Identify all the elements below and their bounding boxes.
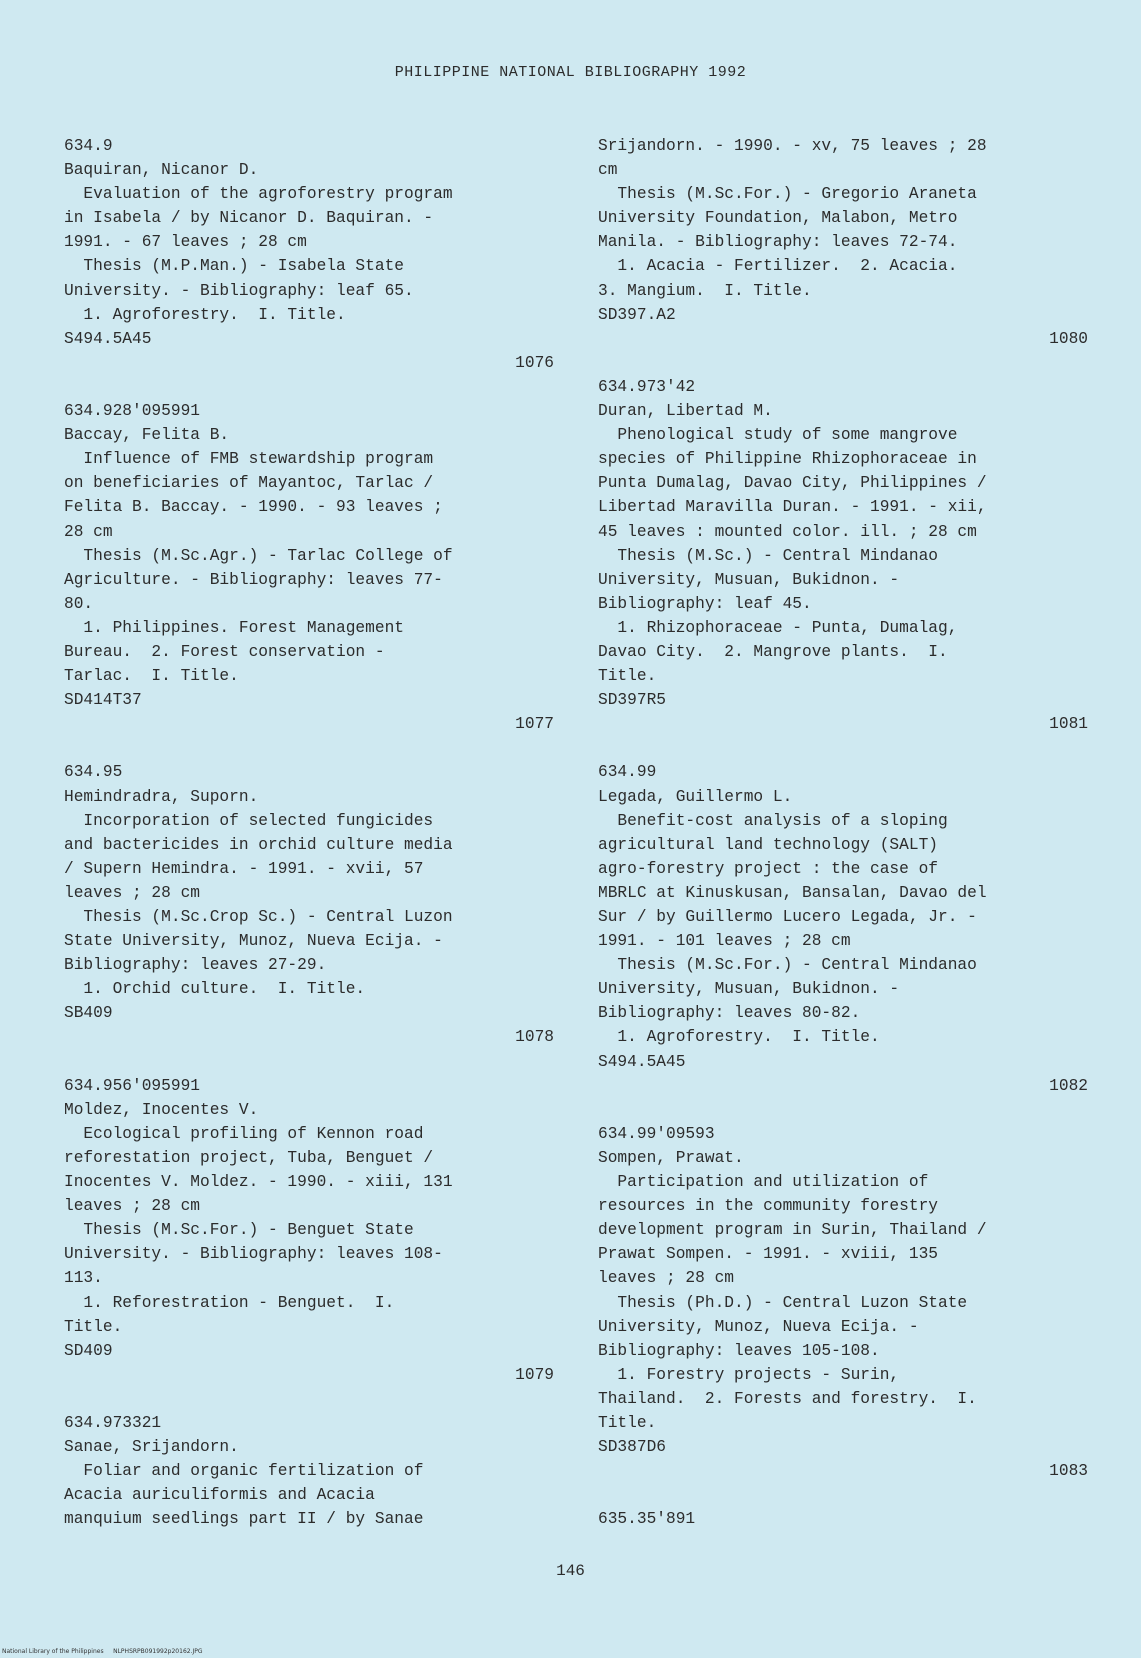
entry-gap: [598, 1483, 1088, 1507]
entry-line: Thesis (M.Sc.For.) - Central Mindanao: [598, 956, 977, 975]
scan-footer: National Library of the Philippines NLPHSRPB091992p20162.JPG: [2, 1648, 203, 1655]
left-column: [64, 134, 554, 1531]
entry-line: Sanae, Srijandorn.: [64, 1438, 239, 1457]
page-header: PHILIPPINE NATIONAL BIBLIOGRAPHY 1992: [394, 64, 747, 81]
entry-line: Davao City. 2. Mangrove plants. I.: [598, 642, 948, 661]
entry-line: 1. Philippines. Forest Management: [64, 618, 404, 637]
entry-line: 1. Agroforestry. I. Title.: [598, 1028, 880, 1047]
entry-line: 1. Reforestration - Benguet. I.: [64, 1293, 395, 1312]
entry-line: Baccay, Felita B.: [64, 426, 230, 445]
entry-line: Evaluation of the agroforestry program: [64, 185, 453, 204]
entry-line: 634.973321: [64, 1413, 162, 1432]
entry-number: 1077: [515, 715, 554, 734]
entry-line: Tarlac. I. Title.: [64, 667, 239, 686]
entry-line: Duran, Libertad M.: [598, 402, 773, 421]
entry-line: SD397R5: [598, 691, 666, 710]
entry-line: 634.956'095991: [64, 1076, 200, 1095]
entry-number: 1079: [515, 1365, 554, 1384]
entry-line: 1991. - 67 leaves ; 28 cm: [64, 233, 307, 252]
entry-line: Foliar and organic fertilization of: [64, 1462, 424, 1481]
entry-line: 28 cm: [64, 522, 113, 541]
entry-line: / Supern Hemindra. - 1991. - xvii, 57: [64, 859, 424, 878]
entry-line: Phenological study of some mangrove: [598, 426, 958, 445]
entry-line: 634.973'42: [598, 377, 696, 396]
entry-line: Thesis (Ph.D.) - Central Luzon State: [598, 1293, 968, 1312]
entry-line: Bibliography: leaf 45.: [598, 594, 812, 613]
entry-line: Thailand. 2. Forests and forestry. I.: [598, 1389, 977, 1408]
page-number: 146: [556, 1562, 585, 1580]
entry-line: leaves ; 28 cm: [64, 1197, 200, 1216]
entry-line: Title.: [64, 1317, 123, 1336]
entry-line: Benefit-cost analysis of a sloping: [598, 811, 948, 830]
entry-gap: [598, 736, 1088, 760]
entry-line: 1. Agroforestry. I. Title.: [64, 305, 346, 324]
entry-line: leaves ; 28 cm: [598, 1269, 734, 1288]
entry-gap: [64, 375, 554, 399]
entry-line: SB409: [64, 1004, 113, 1023]
entry-line: on beneficiaries of Mayantoc, Tarlac /: [64, 474, 434, 493]
entry-line: University, Musuan, Bukidnon. -: [598, 570, 900, 589]
entry-line: 1. Rhizophoraceae - Punta, Dumalag,: [598, 618, 958, 637]
entry-line: Baquiran, Nicanor D.: [64, 161, 259, 180]
entry-gap: [598, 351, 1088, 375]
entry-line: 634.99: [598, 763, 657, 782]
entry-line: 1. Acacia - Fertilizer. 2. Acacia.: [598, 257, 958, 276]
entry-number: 1081: [1049, 715, 1088, 734]
entry-gap: [64, 736, 554, 760]
entry-line: Hemindradra, Suporn.: [64, 787, 259, 806]
entry-line: agro-forestry project : the case of: [598, 859, 938, 878]
entry-line: SD414T37: [64, 691, 142, 710]
entry-line: resources in the community forestry: [598, 1197, 938, 1216]
entry-line: Prawat Sompen. - 1991. - xviii, 135: [598, 1245, 938, 1264]
entry-line: cm: [598, 161, 618, 180]
entry-line: 634.95: [64, 763, 123, 782]
entry-number: 1083: [1049, 1462, 1088, 1481]
entry-number: 1076: [515, 353, 554, 372]
entry-line: University, Musuan, Bukidnon. -: [598, 980, 900, 999]
entry-line: Thesis (M.Sc.For.) - Gregorio Araneta: [598, 185, 977, 204]
entry-line: 1. Forestry projects - Surin,: [598, 1365, 900, 1384]
entry-line: Thesis (M.Sc.For.) - Benguet State: [64, 1221, 414, 1240]
entry-line: 80.: [64, 594, 94, 613]
entry-line: Thesis (M.Sc.Crop Sc.) - Central Luzon: [64, 908, 453, 926]
entry-line: S494.5A45: [64, 329, 152, 348]
entry-line: and bactericides in orchid culture media: [64, 835, 453, 854]
entry-line: Libertad Maravilla Duran. - 1991. - xii,: [598, 498, 987, 517]
entry-line: Sompen, Prawat.: [598, 1148, 744, 1167]
entry-line: 634.99'09593: [598, 1124, 715, 1143]
entry-line: Manila. - Bibliography: leaves 72-74.: [598, 233, 958, 252]
entry-line: 1. Orchid culture. I. Title.: [64, 980, 366, 999]
entry-line: 1991. - 101 leaves ; 28 cm: [598, 932, 851, 951]
entry-line: Bibliography: leaves 105-108.: [598, 1341, 880, 1360]
entry-line: development program in Surin, Thailand /: [598, 1221, 987, 1240]
entry-line: SD387D6: [598, 1438, 666, 1457]
entry-gap: [64, 1387, 554, 1411]
entry-line: Moldez, Inocentes V.: [64, 1100, 259, 1119]
entry-line: Influence of FMB stewardship program: [64, 450, 434, 469]
entry-number: 1078: [515, 1028, 554, 1047]
entry-line: Title.: [598, 1413, 657, 1432]
entry-line: Inocentes V. Moldez. - 1990. - xiii, 131: [64, 1173, 453, 1192]
entry-line: 634.9: [64, 137, 113, 155]
entry-line: species of Philippine Rhizophoraceae in: [598, 450, 977, 469]
entry-line: University. - Bibliography: leaf 65.: [64, 281, 414, 300]
entry-line: 635.35'891: [598, 1510, 696, 1529]
entry-line: 3. Mangium. I. Title.: [598, 281, 812, 300]
entry-line: Title.: [598, 667, 657, 686]
entry-line: Participation and utilization of: [598, 1173, 929, 1192]
entry-line: 634.928'095991: [64, 402, 200, 421]
entry-line: Legada, Guillermo L.: [598, 787, 793, 806]
entry-line: in Isabela / by Nicanor D. Baquiran. -: [64, 209, 434, 228]
entry-line: manquium seedlings part II / by Sanae: [64, 1510, 424, 1529]
entry-line: Agriculture. - Bibliography: leaves 77-: [64, 570, 443, 589]
entry-number: 1080: [1049, 329, 1088, 348]
entry-line: 45 leaves : mounted color. ill. ; 28 cm: [598, 522, 977, 541]
entry-line: agricultural land technology (SALT): [598, 835, 938, 854]
entry-line: Sur / by Guillermo Lucero Legada, Jr. -: [598, 908, 977, 926]
right-column: [598, 134, 1088, 1531]
entry-line: S494.5A45: [598, 1052, 686, 1071]
entry-line: 113.: [64, 1269, 103, 1288]
entry-line: Bibliography: leaves 80-82.: [598, 1004, 861, 1023]
entry-gap: [598, 1098, 1088, 1122]
entry-line: Bureau. 2. Forest conservation -: [64, 642, 385, 661]
entry-line: SD397.A2: [598, 305, 676, 324]
entry-line: University, Munoz, Nueva Ecija. -: [598, 1317, 919, 1336]
entry-line: MBRLC at Kinuskusan, Bansalan, Davao del: [598, 883, 987, 902]
entry-line: Felita B. Baccay. - 1990. - 93 leaves ;: [64, 498, 443, 517]
entry-line: Thesis (M.P.Man.) - Isabela State: [64, 257, 404, 276]
entry-line: leaves ; 28 cm: [64, 883, 200, 902]
entry-line: University. - Bibliography: leaves 108-: [64, 1245, 443, 1264]
entry-line: Ecological profiling of Kennon road: [64, 1124, 424, 1143]
entry-line: Acacia auriculiformis and Acacia: [64, 1486, 375, 1505]
entry-line: State University, Munoz, Nueva Ecija. -: [64, 932, 443, 951]
entry-line: University Foundation, Malabon, Metro: [598, 209, 958, 228]
entry-gap: [64, 1050, 554, 1074]
entry-line: reforestation project, Tuba, Benguet /: [64, 1148, 434, 1167]
entry-line: Thesis (M.Sc.) - Central Mindanao: [598, 546, 938, 565]
entry-line: Punta Dumalag, Davao City, Philippines /: [598, 474, 987, 493]
entry-line: Bibliography: leaves 27-29.: [64, 956, 327, 975]
entry-line: SD409: [64, 1341, 113, 1360]
entry-line: Thesis (M.Sc.Agr.) - Tarlac College of: [64, 546, 453, 565]
entry-number: 1082: [1049, 1076, 1088, 1095]
entry-line: Srijandorn. - 1990. - xv, 75 leaves ; 28: [598, 137, 987, 155]
entry-line: Incorporation of selected fungicides: [64, 811, 434, 830]
